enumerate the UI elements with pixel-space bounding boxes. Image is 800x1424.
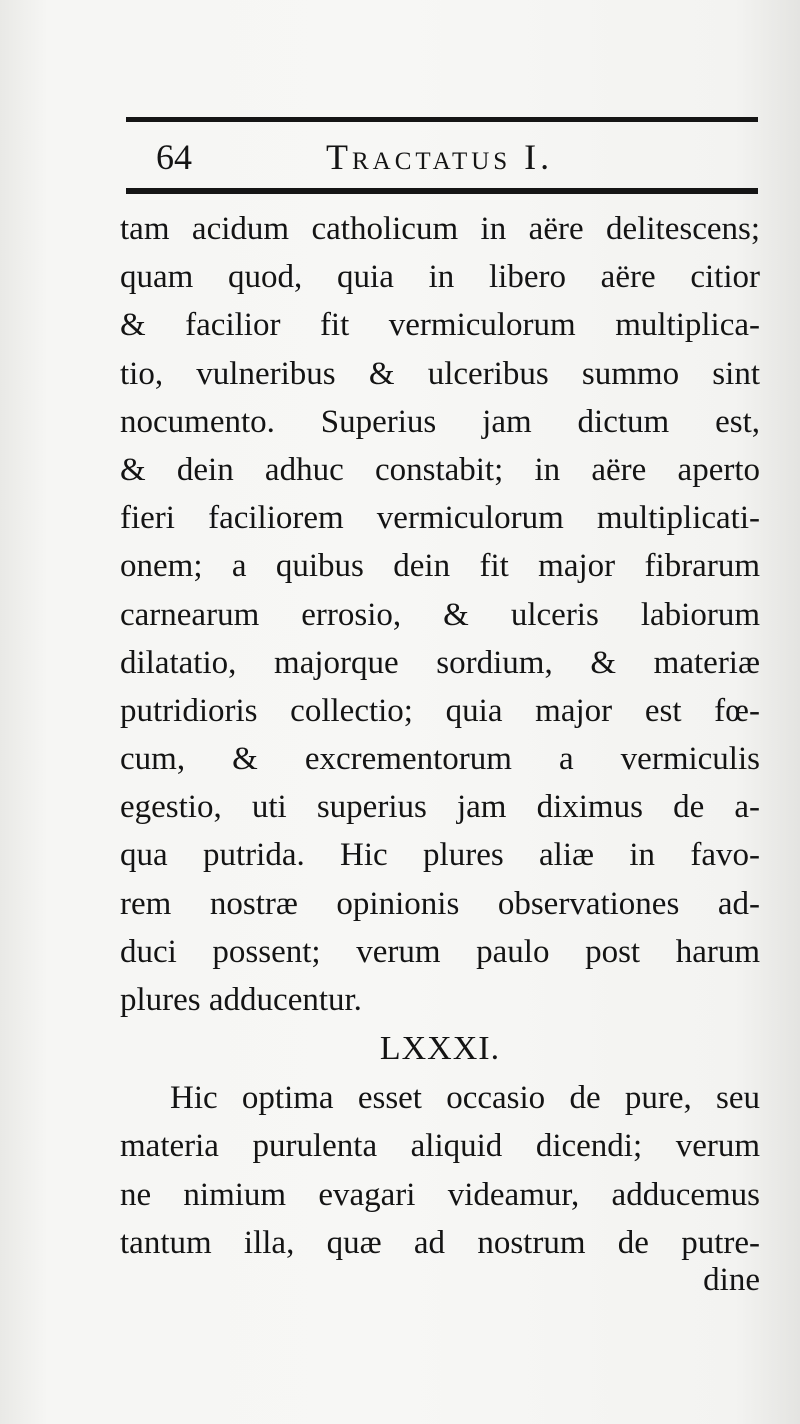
text-line: & facilior fit vermiculorum multiplica-: [120, 307, 760, 344]
text-line: tam acidum catholicum in aëre delitescens;: [120, 211, 760, 247]
catchword: dine: [703, 1262, 760, 1298]
section-heading: LXXXI.: [379, 1030, 501, 1068]
text-line: carnearum errosio, & ulceris labiorum: [120, 596, 760, 633]
text-line: nocumento. Superius jam dictum est,: [120, 403, 760, 440]
text-line: tantum illa, quæ ad nostrum de putre-: [120, 1224, 760, 1261]
text-line: tio, vulneribus & ulceribus summo sint: [120, 355, 760, 392]
page-number: 64: [156, 137, 192, 177]
paragraph-1: [120, 205, 760, 1024]
text-line: onem; a quibus dein fit major fibrarum: [120, 548, 760, 585]
text-line: qua putrida. Hic plures aliæ in favo-: [120, 837, 760, 874]
text-line: duci possent; verum paulo post harum: [120, 933, 760, 970]
text-line: cum, & excrementorum a vermiculis: [120, 741, 760, 778]
text-line: egestio, uti superius jam diximus de a-: [120, 789, 760, 826]
text-line: fieri faciliorem vermiculorum multiplicati-: [120, 500, 760, 537]
running-head: Tractatus I.: [326, 137, 554, 177]
text-line: dilatatio, majorque sordium, & materiæ: [120, 644, 760, 681]
page-header: [126, 128, 758, 186]
text-line: & dein adhuc constabit; in aëre aperto: [120, 451, 760, 488]
text-line: ne nimium evagari videamur, adducemus: [120, 1176, 760, 1213]
header-rule-top: [126, 117, 758, 122]
text-line: rem nostræ opinionis observationes ad-: [120, 885, 760, 922]
body-text: [120, 205, 760, 1267]
text-line: plures adducentur.: [120, 982, 362, 1018]
paragraph-2: [120, 1074, 760, 1267]
text-line: putridioris collectio; quia major est fœ-: [120, 692, 760, 729]
header-rule-bottom: [126, 188, 758, 194]
text-line: quam quod, quia in libero aëre citior: [120, 259, 760, 296]
text-line: materia purulenta aliquid dicendi; verum: [120, 1128, 760, 1165]
text-line: Hic optima esset occasio de pure, seu: [170, 1080, 760, 1117]
